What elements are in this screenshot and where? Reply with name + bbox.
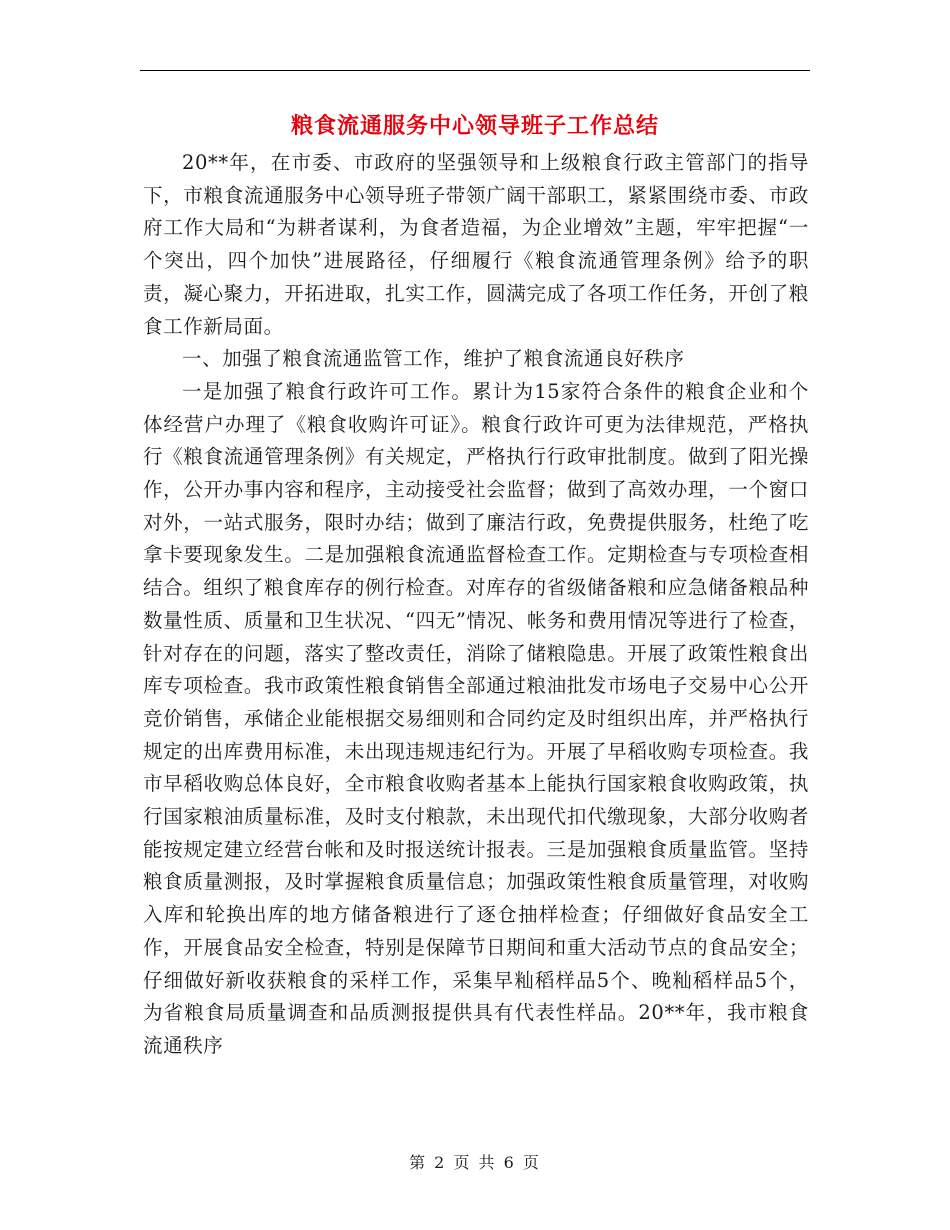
document-body	[143, 147, 809, 1063]
page-number: 第 2 页 共 6 页	[409, 1153, 541, 1172]
paragraph-section-content: 一是加强了粮食行政许可工作。累计为15家符合条件的粮食企业和个体经营户办理了《粮食收购许可证》。粮食行政许可更为法律规范，严格执行《粮食流通管理条例》有关规定，严格执行行政审批制度。做到了阳光操作，公开办事内容和程序，主动接受社会监督；做到了高效办理，一个窗口对外，一站式服务，限时办结；做到了廉洁行政，免费提供服务，杜绝了吃拿卡要现象发生。二是加强粮食流通监督检查工作。定期检查与专项检查相结合。组织了粮食库存的例行检查。对库存的省级储备粮和应急储备粮品种数量性质、质量和卫生状况、“四无”情况、帐务和费用情况等进行了检查，针对存在的问题，落实了整改责任，消除了储粮隐患。开展了政策性粮食出库专项检查。我市政策性粮食销售全部通过粮油批发市场电子交易中心公开竞价销售，承储企业能根据交易细则和合同约定及时组织出库，并严格执行规定的出库费用标准，未出现违规违纪行为。开展了早稻收购专项检查。我市早稻收购总体良好，全市粮食收购者基本上能执行国家粮食收购政策，执行国家粮油质量标准，及时支付粮款，未出现代扣代缴现象，大部分收购者能按规定建立经营台帐和及时报送统计报表。三是加强粮食质量监管。坚持粮食质量测报，及时掌握粮食质量信息；加强政策性粮食质量管理，对收购入库和轮换出库的地方储备粮进行了逐仓抽样检查；仔细做好食品安全工作，开展食品安全检查，特别是保障节日期间和重大活动节点的食品安全；仔细做好新收获粮食的采样工作，采集早籼稻样品5个、晚籼稻样品5个，为省粮食局质量调查和品质测报提供具有代表性样品。20**年，我市粮食流通秩序	[143, 379, 809, 1057]
paragraph-section-heading: 一、加强了粮食流通监管工作，维护了粮食流通良好秩序	[182, 347, 685, 371]
document-title: 粮食流通服务中心领导班子工作总结	[290, 113, 659, 139]
paragraph-intro: 20**年，在市委、市政府的坚强领导和上级粮食行政主管部门的指导下，市粮食流通服务中心领导班子带领广阔干部职工，紧紧围绕市委、市政府工作大局和“为耕者谋利，为食者造福，为企业增效”主题，牢牢把握“一个突出，四个加快”进展路径，仔细履行《粮食流通管理条例》给予的职责，凝心聚力，开拓进取，扎实工作，圆满完成了各项工作任务，开创了粮食工作新局面。	[143, 151, 809, 338]
header-rule	[140, 70, 810, 71]
